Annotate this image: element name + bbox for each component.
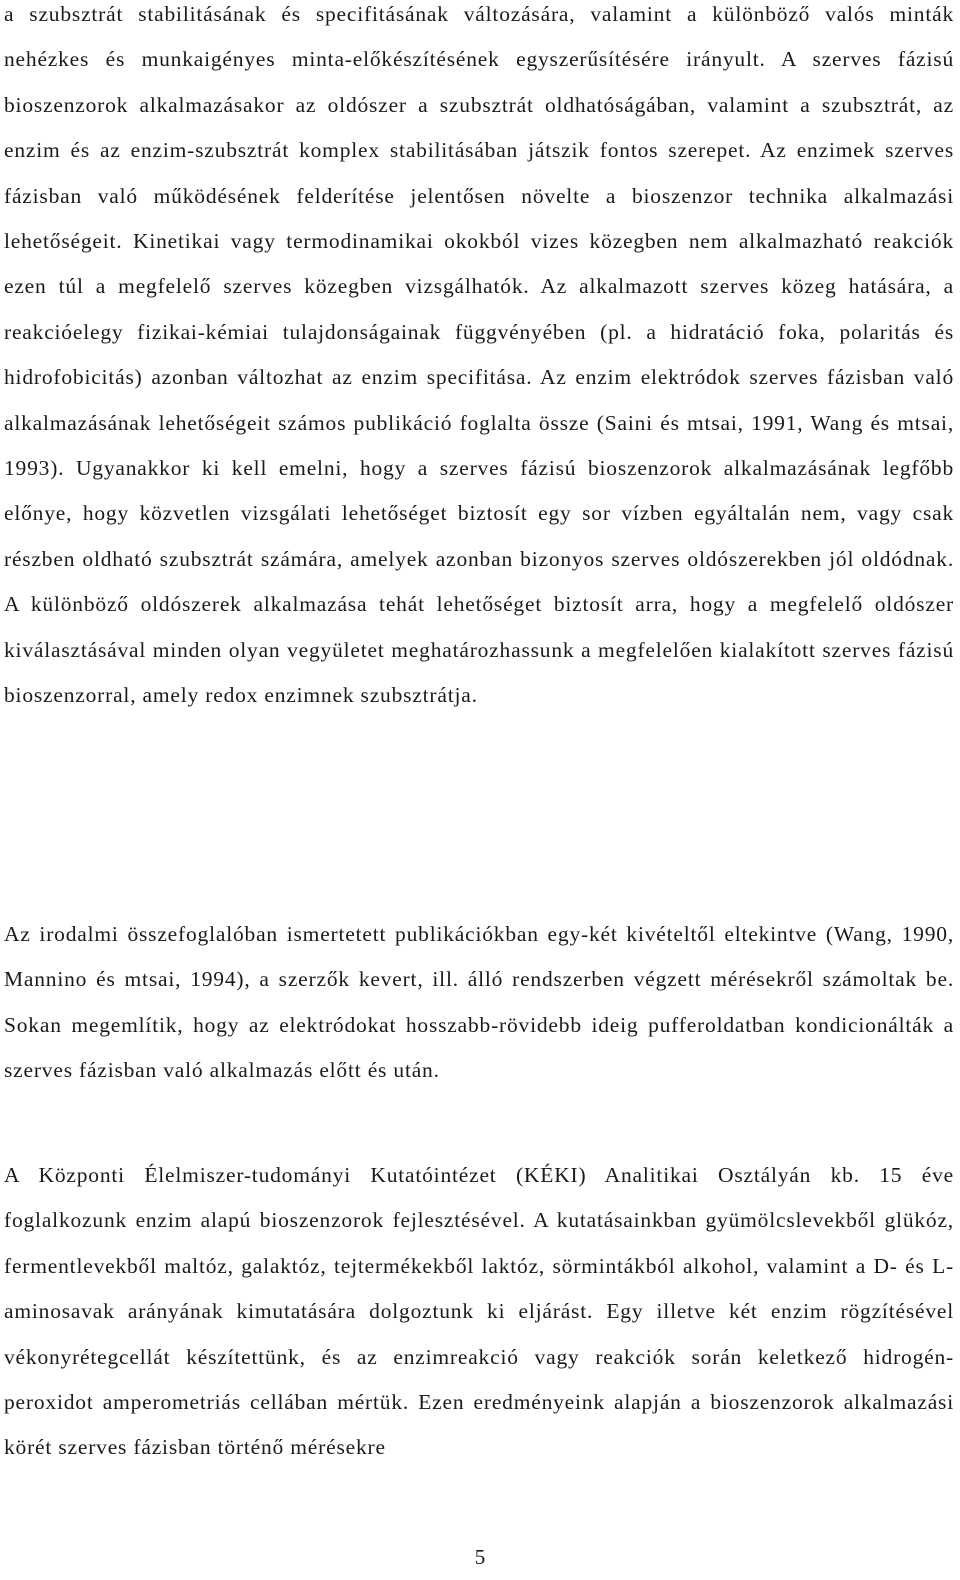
page-number: 5: [474, 1545, 486, 1569]
body-paragraph-2: Az irodalmi összefoglalóban ismertetett publikációkban egy-két kivételtől eltekintve (Wang, 1990, Mannino és mtsai, 1994), a szerzők kevert, ill. álló rendszerben végzett mérésekről számoltak be. Sokan megemlítik, hogy az elektródokat hosszabb-rövidebb ideig pufferoldatban kondicionálták a szerves fázisban való alkalmazás előtt és után.: [4, 922, 954, 1083]
body-paragraph-1: a szubsztrát stabilitásának és specifitásának változására, valamint a különböző valós minták nehézkes és munkaigényes minta-előkészítésének egyszerűsítésére irányult. A szerves fázisú bioszenzorok alkalmazásakor az oldószer a szubsztrát oldhatóságában, valamint a szubsztrát, az enzim és az enzim-szubsztrát komplex stabilitásában játszik fontos szerepet. Az enzimek szerves fázisban való működésének felderítése jelentősen növelte a bioszenzor technika alkalmazási lehetőségeit. Kinetikai vagy termodinamikai okokból vizes közegben nem alkalmazható reakciók ezen túl a megfelelő szerves közegben vizsgálhatók. Az alkalmazott szerves közeg hatására, a reakcióelegy fizikai-kémiai tulajdonságainak függvényében (pl. a hidratáció foka, polaritás és hidrofobicitás) azonban változhat az enzim specifitása. Az enzim elektródok szerves fázisban való alkalmazásának lehetőségeit számos publikáció foglalta össze (Saini és mtsai, 1991, Wang és mtsai, 1993). Ugyanakkor ki kell emelni, hogy a szerves fázisú bioszenzorok alkalmazásának legfőbb előnye, hogy közvetlen vizsgálati lehetőséget biztosít egy sor vízben egyáltalán nem, vagy csak részben oldható szubsztrát számára, amelyek azonban bizonyos szerves oldószerekben jól oldódnak. A különböző oldószerek alkalmazása tehát lehetőséget biztosít arra, hogy a megfelelő oldószer kiválasztásával minden olyan vegyületet meghatározhassunk a megfelelően kialakított szerves fázisú bioszenzorral, amely redox enzimnek szubsztrátja.: [4, 2, 954, 708]
body-paragraph-3: A Központi Élelmiszer-tudományi Kutatóintézet (KÉKI) Analitikai Osztályán kb. 15 éve foglalkozunk enzim alapú bioszenzorok fejlesztésével. A kutatásainkban gyümölcslevekből glükóz, fermentlevekből maltóz, galaktóz, tejtermékekből laktóz, sörmintákból alkohol, valamint a D- és L-aminosavak arányának kimutatására dolgoztunk ki eljárást. Egy illetve két enzim rögzítésével vékonyrétegcellát készítettünk, és az enzimreakció vagy reakciók során keletkező hidrogén-peroxidot amperometriás cellában mértük. Ezen eredményeink alapján a bioszenzorok alkalmazási körét szerves fázisban történő mérésekre: [4, 1163, 954, 1460]
